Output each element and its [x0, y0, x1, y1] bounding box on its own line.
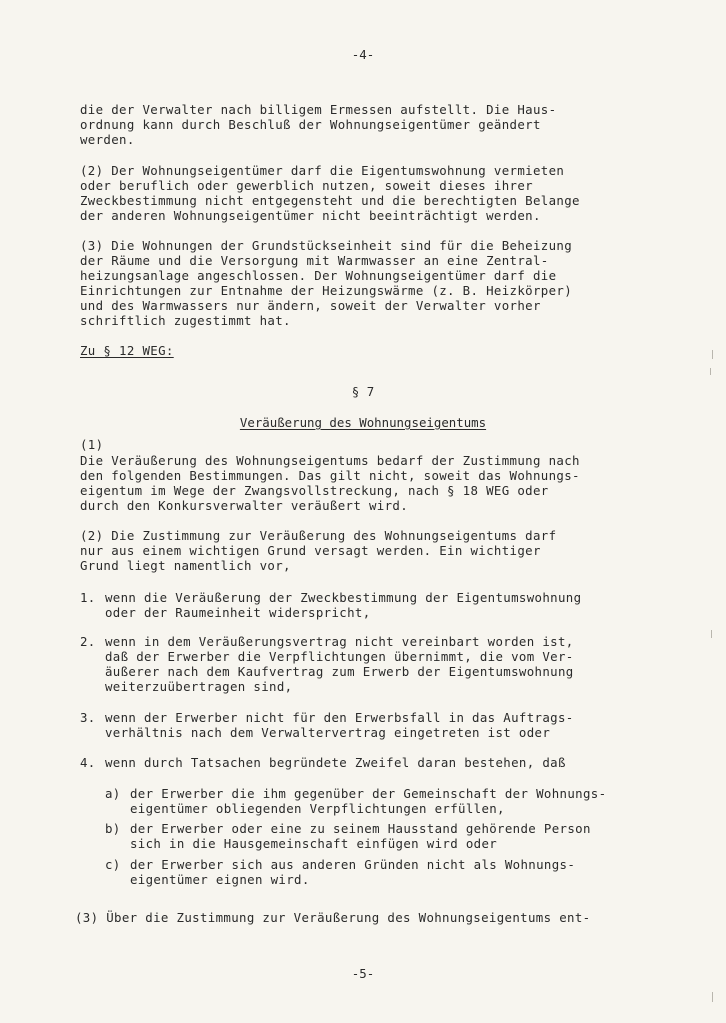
subsection-3-text: (3) Über die Zustimmung zur Veräußerung des Wohnungseigentums ent-: [75, 910, 591, 925]
section-reference: Zu § 12 WEG:: [80, 343, 174, 358]
text-line: Einrichtungen zur Entnahme der Heizungswärme (z. B. Heizkörper): [80, 283, 573, 298]
scan-mark: [711, 630, 712, 638]
text-line: Grund liegt namentlich vor,: [80, 558, 291, 573]
text-line: (3) Die Wohnungen der Grundstückseinheit sind für die Beheizung: [80, 238, 573, 253]
text-line: der Räume und die Versorgung mit Warmwasser an eine Zentral-: [80, 253, 549, 268]
scan-mark: [712, 992, 713, 1002]
text-line: der anderen Wohnungseigentümer nicht beeinträchtigt werden.: [80, 208, 541, 223]
text-line: die der Verwalter nach billigem Ermessen aufstellt. Die Haus-: [80, 102, 557, 117]
footer-page-number: -5-: [351, 966, 375, 981]
list-item-line: verhältnis nach dem Verwaltervertrag eingetreten ist oder: [105, 725, 551, 740]
text-line: Zweckbestimmung nicht entgegensteht und die berechtigten Belange: [80, 193, 580, 208]
sub-item-line: der Erwerber sich aus anderen Gründen nicht als Wohnungs-: [130, 857, 576, 872]
sub-item-line: eigentümer eignen wird.: [130, 872, 310, 887]
list-item-line: oder der Raumeinheit widerspricht,: [105, 605, 371, 620]
scan-mark: [712, 350, 713, 359]
section-symbol: § 7: [351, 384, 375, 399]
header-page-number: -4-: [351, 47, 375, 62]
sub-item-label: a): [105, 786, 121, 801]
text-line: (2) Der Wohnungseigentümer darf die Eigentumswohnung vermieten: [80, 163, 565, 178]
list-item-line: wenn in dem Veräußerungsvertrag nicht vereinbart worden ist,: [105, 634, 574, 649]
sub-item-line: der Erwerber die ihm gegenüber der Gemeinschaft der Wohnungs-: [130, 786, 607, 801]
sub-item-line: sich in die Hausgemeinschaft einfügen wird oder: [130, 836, 498, 851]
text-line: (2) Die Zustimmung zur Veräußerung des Wohnungseigentums darf: [80, 528, 557, 543]
list-item-line: wenn die Veräußerung der Zweckbestimmung der Eigentumswohnung: [105, 590, 582, 605]
list-number: 2.: [80, 634, 96, 649]
list-item-line: wenn der Erwerber nicht für den Erwerbsfall in das Auftrags-: [105, 710, 574, 725]
subsection-1-label: (1): [80, 437, 104, 452]
list-item-line: weiterzuübertragen sind,: [105, 679, 293, 694]
list-item-line: wenn durch Tatsachen begründete Zweifel daran bestehen, daß: [105, 755, 566, 770]
text-line: nur aus einem wichtigen Grund versagt werden. Ein wichtiger: [80, 543, 541, 558]
text-line: eigentum im Wege der Zwangsvollstreckung, nach § 18 WEG oder: [80, 483, 549, 498]
list-item-line: daß der Erwerber die Verpflichtungen übernimmt, die vom Ver-: [105, 649, 574, 664]
text-line: werden.: [80, 132, 135, 147]
text-line: und des Warmwassers nur ändern, soweit der Verwalter vorher: [80, 298, 541, 313]
text-line: ordnung kann durch Beschluß der Wohnungseigentümer geändert: [80, 117, 541, 132]
scan-mark: [710, 368, 711, 375]
sub-item-line: der Erwerber oder eine zu seinem Hausstand gehörende Person: [130, 821, 591, 836]
section-title: Veräußerung des Wohnungseigentums: [239, 415, 487, 430]
text-line: schriftlich zugestimmt hat.: [80, 313, 291, 328]
list-number: 1.: [80, 590, 96, 605]
sub-item-label: b): [105, 821, 121, 836]
sub-item-label: c): [105, 857, 121, 872]
list-number: 3.: [80, 710, 96, 725]
text-line: durch den Konkursverwalter veräußert wird.: [80, 498, 409, 513]
text-line: den folgenden Bestimmungen. Das gilt nicht, soweit das Wohnungs-: [80, 468, 580, 483]
text-line: heizungsanlage angeschlossen. Der Wohnungseigentümer darf die: [80, 268, 557, 283]
sub-item-line: eigentümer obliegenden Verpflichtungen erfüllen,: [130, 801, 505, 816]
list-item-line: äußerer nach dem Kaufvertrag zum Erwerb der Eigentumswohnung: [105, 664, 574, 679]
list-number: 4.: [80, 755, 96, 770]
text-line: oder beruflich oder gewerblich nutzen, soweit dieses ihrer: [80, 178, 533, 193]
text-line: Die Veräußerung des Wohnungseigentums bedarf der Zustimmung nach: [80, 453, 580, 468]
